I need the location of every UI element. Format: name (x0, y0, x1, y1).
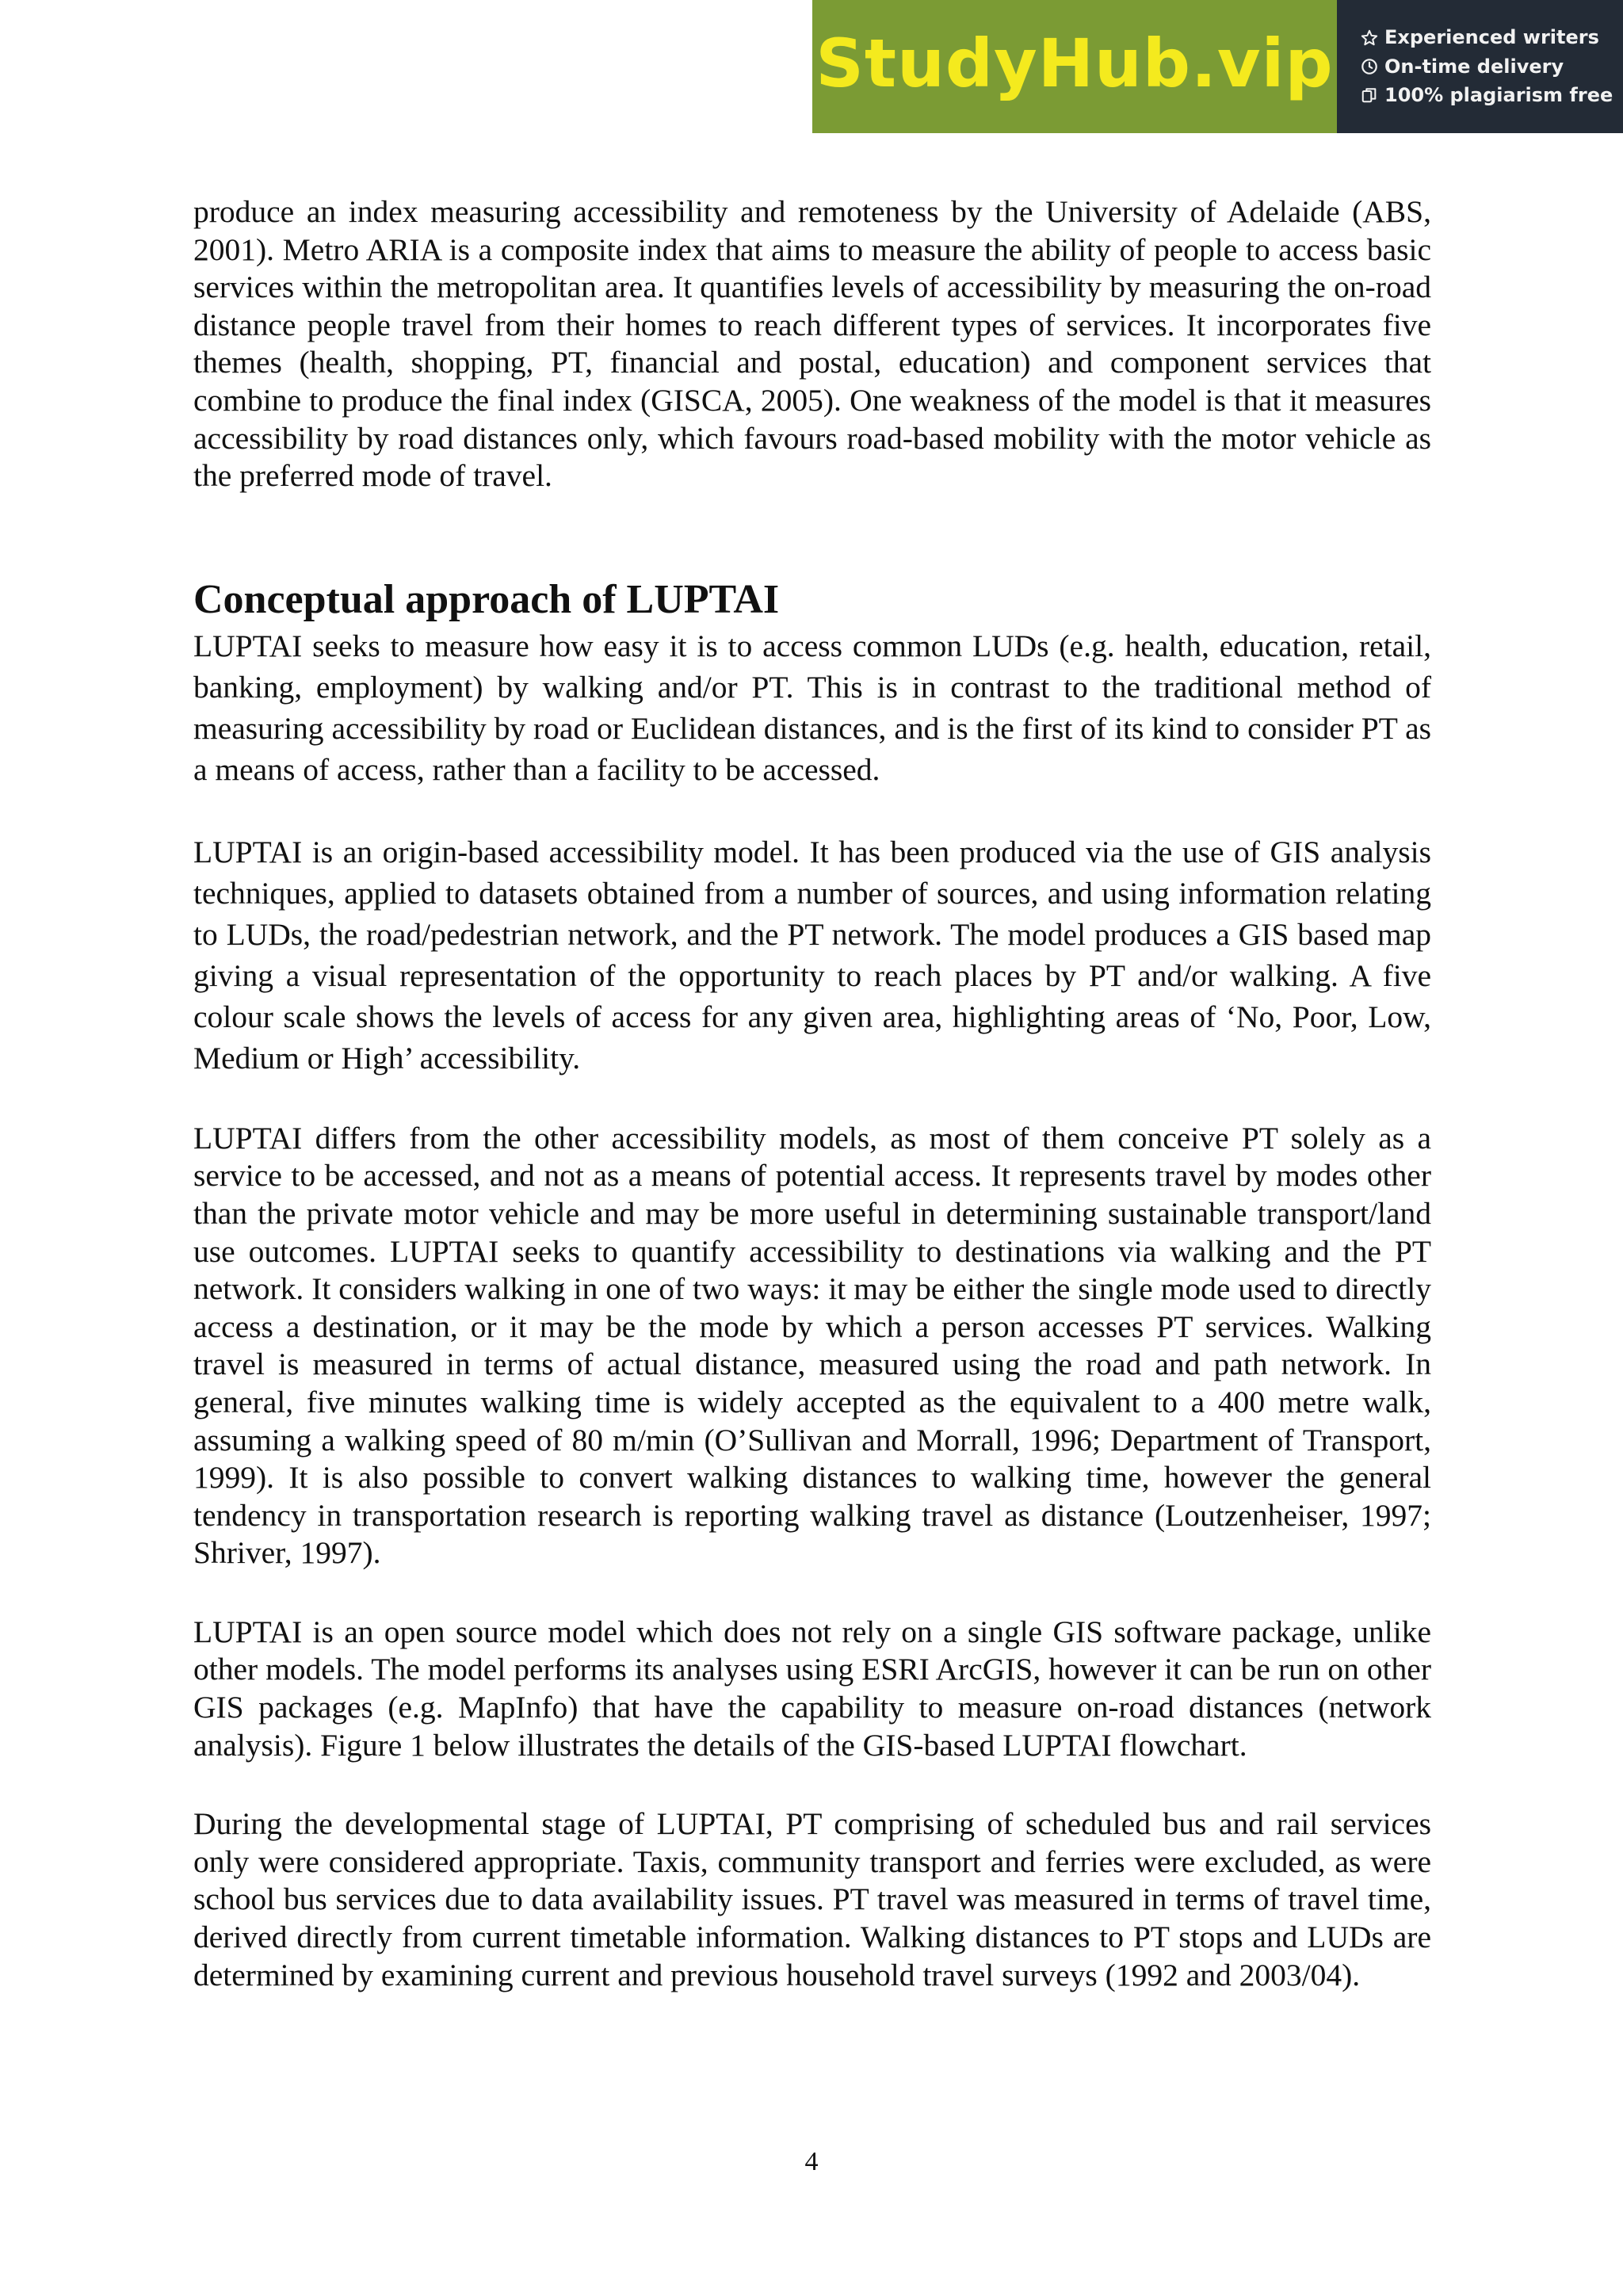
feature-label: 100% plagiarism free (1384, 84, 1613, 107)
feature-label: Experienced writers (1384, 26, 1599, 49)
feature-list (1337, 0, 1623, 133)
section-paragraph-1: LUPTAI seeks to measure how easy it is to access common LUDs (e.g. health, education, retail, banking, employment) by walking and/or PT. This is in contrast to the traditional method of measuring accessibility by road or Euclidean distances, and is the first of its kind to consider PT as a means of access, rather than a facility to be accessed. (193, 628, 1431, 787)
copy-icon (1361, 86, 1378, 104)
studyhub-banner[interactable] (812, 0, 1623, 133)
star-icon (1361, 29, 1378, 47)
page-number: 4 (804, 2147, 819, 2176)
section-paragraph-2: LUPTAI is an origin-based accessibility model. It has been produced via the use of GIS analysis techniques, applied to datasets obtained from a number of sources, and using information relating to LUDs, the road/pedestrian network, and the PT network. The model produces a GIS based map giving a visual representation of the opportunity to reach places by PT and/or walking. A five colour scale shows the levels of access for any given area, highlighting areas of ‘No, Poor, Low, Medium or High’ accessibility. (193, 834, 1431, 1075)
feature-label: On-time delivery (1384, 55, 1564, 78)
feature-experienced-writers (1361, 27, 1623, 48)
feature-plagiarism-free (1361, 85, 1623, 105)
brand-panel[interactable] (812, 0, 1337, 133)
body-paragraph-3: During the developmental stage of LUPTAI, PT comprising of scheduled bus and rail services only were considered appropriate. Taxis, community transport and ferries were excluded, as were school bus services due to data availability issues. PT travel was measured in terms of travel time, derived directly from current timetable information. Walking distances to PT stops and LUDs are determined by examining current and previous household travel surveys (1992 and 2003/04). (193, 1806, 1431, 1992)
document-body (193, 193, 1431, 1994)
body-paragraph-1: LUPTAI differs from the other accessibility models, as most of them conceive PT solely as a service to be accessed, and not as a means of potential access. It represents travel by modes other than the private motor vehicle and may be more useful in determining sustainable transport/land use outcomes. LUPTAI seeks to quantify accessibility to destinations via walking and the PT network. It considers walking in one of two ways: it may be either the single mode used to directly access a destination, or it may be the mode by which a person accesses PT services. Walking travel is measured in terms of actual distance, measured using the road and path network. In general, five minutes walking time is widely accepted as the equivalent to a 400 metre walk, assuming a walking speed of 80 m/min (O’Sullivan and Morrall, 1996; Department of Transport, 1999). It is also possible to convert walking distances to walking time, however the general tendency in transportation research is reporting walking travel as distance (Loutzenheiser, 1997; Shriver, 1997). (193, 1120, 1431, 1571)
intro-paragraph: produce an index measuring accessibility and remoteness by the University of Adelaide (ABS, 2001). Metro ARIA is a composite index that aims to measure the ability of people to access basic services within the metropolitan area. It quantifies levels of accessibility by measuring the on-road distance people travel from their homes to reach different types of services. It incorporates five themes (health, shopping, PT, financial and postal, education) and component services that combine to produce the final index (GISCA, 2005). One weakness of the model is that it measures accessibility by road distances only, which favours road-based mobility with the motor vehicle as the preferred mode of travel. (193, 194, 1431, 494)
feature-on-time-delivery (1361, 56, 1623, 77)
section-heading: Conceptual approach of LUPTAI (193, 576, 780, 622)
clock-icon (1361, 58, 1378, 75)
body-paragraph-2: LUPTAI is an open source model which does not rely on a single GIS software package, unlike other models. The model performs its analyses using ESRI ArcGIS, however it can be run on other GIS packages (e.g. MapInfo) that have the capability to measure on-road distances (network analysis). Figure 1 below illustrates the details of the GIS-based LUPTAI flowchart. (193, 1614, 1431, 1763)
brand-logo-text[interactable]: StudyHub.vip (815, 25, 1334, 102)
